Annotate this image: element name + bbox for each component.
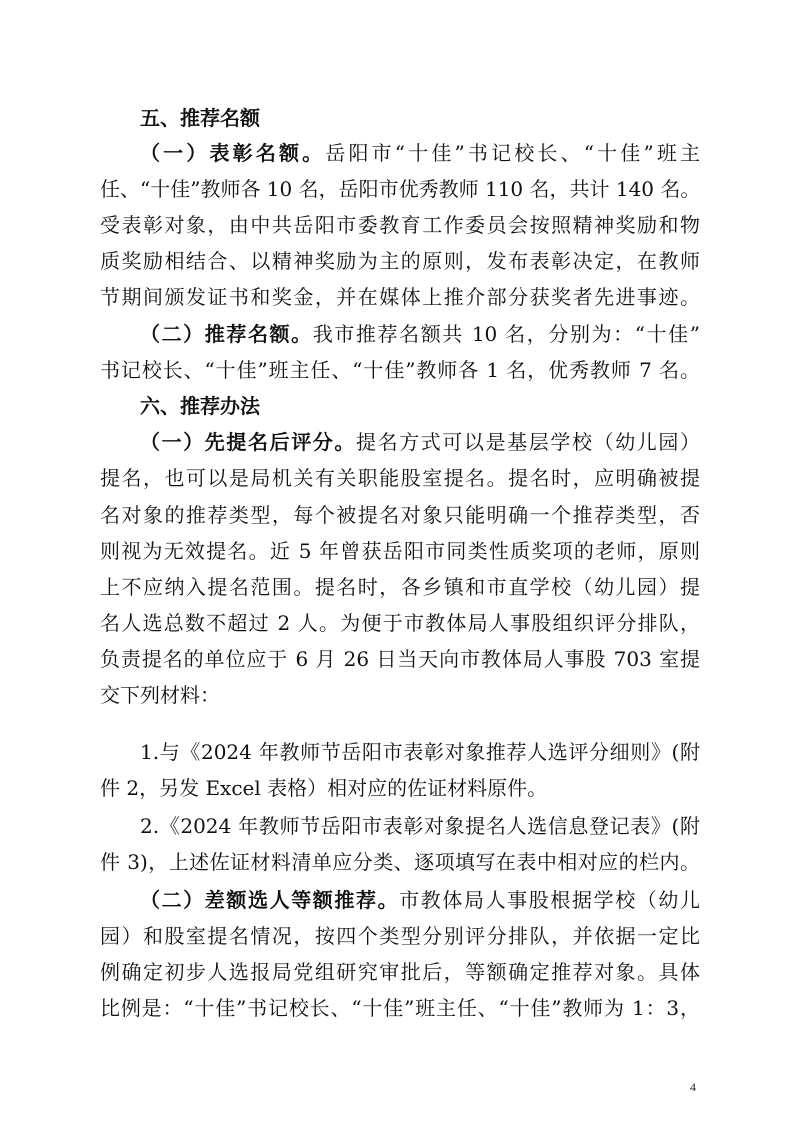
paragraph-line: 质奖励相结合、以精神奖励为主的原则，发布表彰决定，在教师 [100,249,700,273]
list-item: 2.《2024 年教师节岳阳市表彰对象提名人选信息登记表》(附 [140,814,700,838]
paragraph-line: 园）和股室提名情况，按四个类型分别评分排队，并依据一定比 [100,924,700,948]
paragraph-line: 负责提名的单位应于 6 月 26 日当天向市教体局人事股 703 室提 [100,647,700,671]
paragraph-line: （一）表彰名额。岳阳市“十佳”书记校长、“十佳”班主 [140,141,700,165]
paragraph-line: 则视为无效提名。近 5 年曾获岳阳市同类性质奖项的老师，原则 [100,539,700,563]
paragraph-line: （二）差额选人等额推荐。市教体局人事股根据学校（幼儿 [140,888,701,912]
paragraph-line: 节期间颁发证书和奖金，并在媒体上推介部分获奖者先进事迹。 [100,285,700,309]
paragraph-line: 受表彰对象，由中共岳阳市委教育工作委员会按照精神奖励和物 [100,213,700,237]
subsection-title: （一）表彰名额。 [140,141,326,165]
list-item: 1.与《2024 年教师节岳阳市表彰对象推荐人选评分细则》(附 [140,740,700,764]
subsection-title: （一）先提名后评分。 [140,430,356,454]
paragraph-line: 任、“十佳”教师各 10 名，岳阳市优秀教师 110 名，共计 140 名。 [100,177,701,201]
subsection-title: （二）推荐名额。 [140,322,313,346]
list-item-continuation: 件 2，另发 Excel 表格）相对应的佐证材料原件。 [100,776,548,800]
paragraph-line: （一）先提名后评分。提名方式可以是基层学校（幼儿园） [140,430,700,454]
paragraph-line: （二）推荐名额。我市推荐名额共 10 名，分别为：“十佳” [140,322,700,346]
paragraph-line: 比例是：“十佳”书记校长、“十佳”班主任、“十佳”教师为 1：3， [100,996,700,1020]
page-number: 4 [690,1080,696,1094]
subsection-title: （二）差额选人等额推荐。 [140,888,400,912]
paragraph-line: 名人选总数不超过 2 人。为便于市教体局人事股组织评分排队， [100,611,700,635]
section-5-title: 五、推荐名额 [140,106,260,130]
paragraph-line: 上不应纳入提名范围。提名时，各乡镇和市直学校（幼儿园）提 [100,575,700,599]
paragraph-line: 名对象的推荐类型，每个被提名对象只能明确一个推荐类型，否 [100,503,700,527]
section-6-title: 六、推荐办法 [140,394,260,418]
paragraph-line: 书记校长、“十佳”班主任、“十佳”教师各 1 名，优秀教师 7 名。 [100,358,700,382]
paragraph-line: 例确定初步人选报局党组研究审批后，等额确定推荐对象。具体 [100,960,700,984]
paragraph-line: 提名，也可以是局机关有关职能股室提名。提名时，应明确被提 [100,466,700,490]
paragraph-line: 交下列材料： [100,683,220,707]
list-item-continuation: 件 3)，上述佐证材料清单应分类、逐项填写在表中相对应的栏内。 [100,850,700,874]
